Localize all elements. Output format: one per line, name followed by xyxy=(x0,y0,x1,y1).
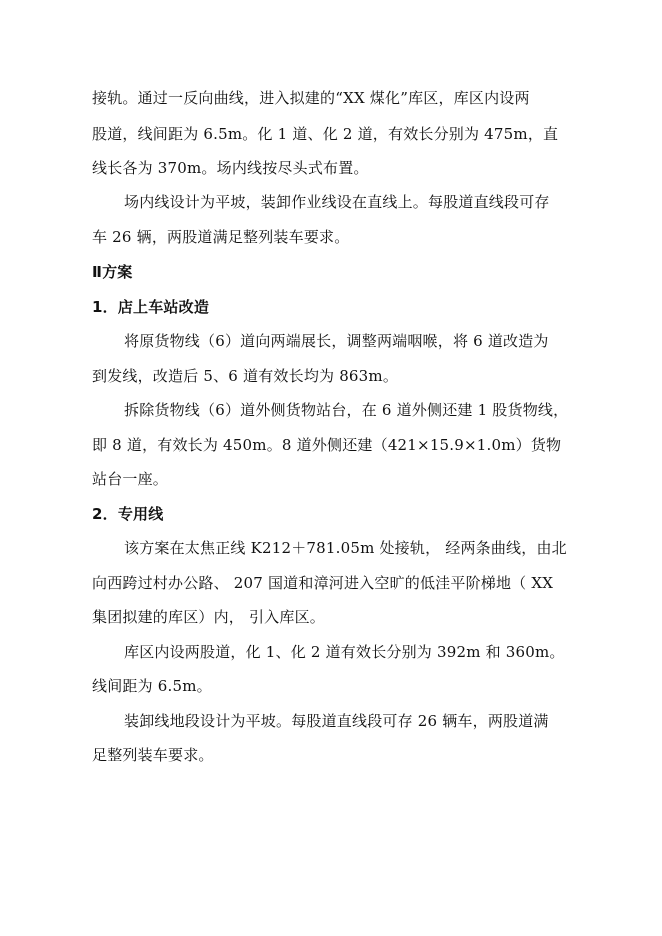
paragraph-line: 向西跨过村办公路、 207 国道和漳河进入空旷的低洼平阶梯地（ XX xyxy=(92,574,554,592)
paragraph-line: 库区内设两股道，化 1、化 2 道有效长分别为 392m 和 360m。 xyxy=(124,643,565,661)
paragraph-line: 接轨。通过一反向曲线，进入拟建的“XX 煤化”库区，库区内设两 xyxy=(92,89,530,107)
paragraph-line: 足整列装车要求。 xyxy=(92,746,214,764)
paragraph-line: 将原货物线（6）道向两端展长，调整两端咽喉，将 6 道改造为 xyxy=(124,332,549,350)
paragraph-line: 场内线设计为平坡，装卸作业线设在直线上。每股道直线段可存 xyxy=(124,193,550,211)
paragraph-line: 装卸线地段设计为平坡。每股道直线段可存 26 辆车，两股道满 xyxy=(124,712,549,730)
paragraph-line: 该方案在太焦正线 K212＋781.05m 处接轨， 经两条曲线，由北 xyxy=(124,539,567,557)
paragraph-line: 即 8 道，有效长为 450m。8 道外侧还建（421×15.9×1.0m）货物 xyxy=(92,436,562,454)
section-heading: Ⅱ方案 xyxy=(92,263,133,281)
paragraph-line: 到发线，改造后 5、6 道有效长均为 863m。 xyxy=(92,367,399,385)
subsection-heading: 2．专用线 xyxy=(92,505,164,523)
paragraph-line: 股道，线间距为 6.5m。化 1 道、化 2 道，有效长分别为 475m，直 xyxy=(92,125,559,143)
paragraph-line: 车 26 辆，两股道满足整列装车要求。 xyxy=(92,228,350,246)
paragraph-line: 集团拟建的库区）内， 引入库区。 xyxy=(92,608,325,626)
paragraph-line: 站台一座。 xyxy=(92,470,169,488)
paragraph-line: 线长各为 370m。场内线按尽头式布置。 xyxy=(92,159,369,177)
paragraph-line: 拆除货物线（6）道外侧货物站台，在 6 道外侧还建 1 股货物线， xyxy=(124,401,569,419)
subsection-heading: 1．店上车站改造 xyxy=(92,298,210,316)
paragraph-line: 线间距为 6.5m。 xyxy=(92,677,212,695)
